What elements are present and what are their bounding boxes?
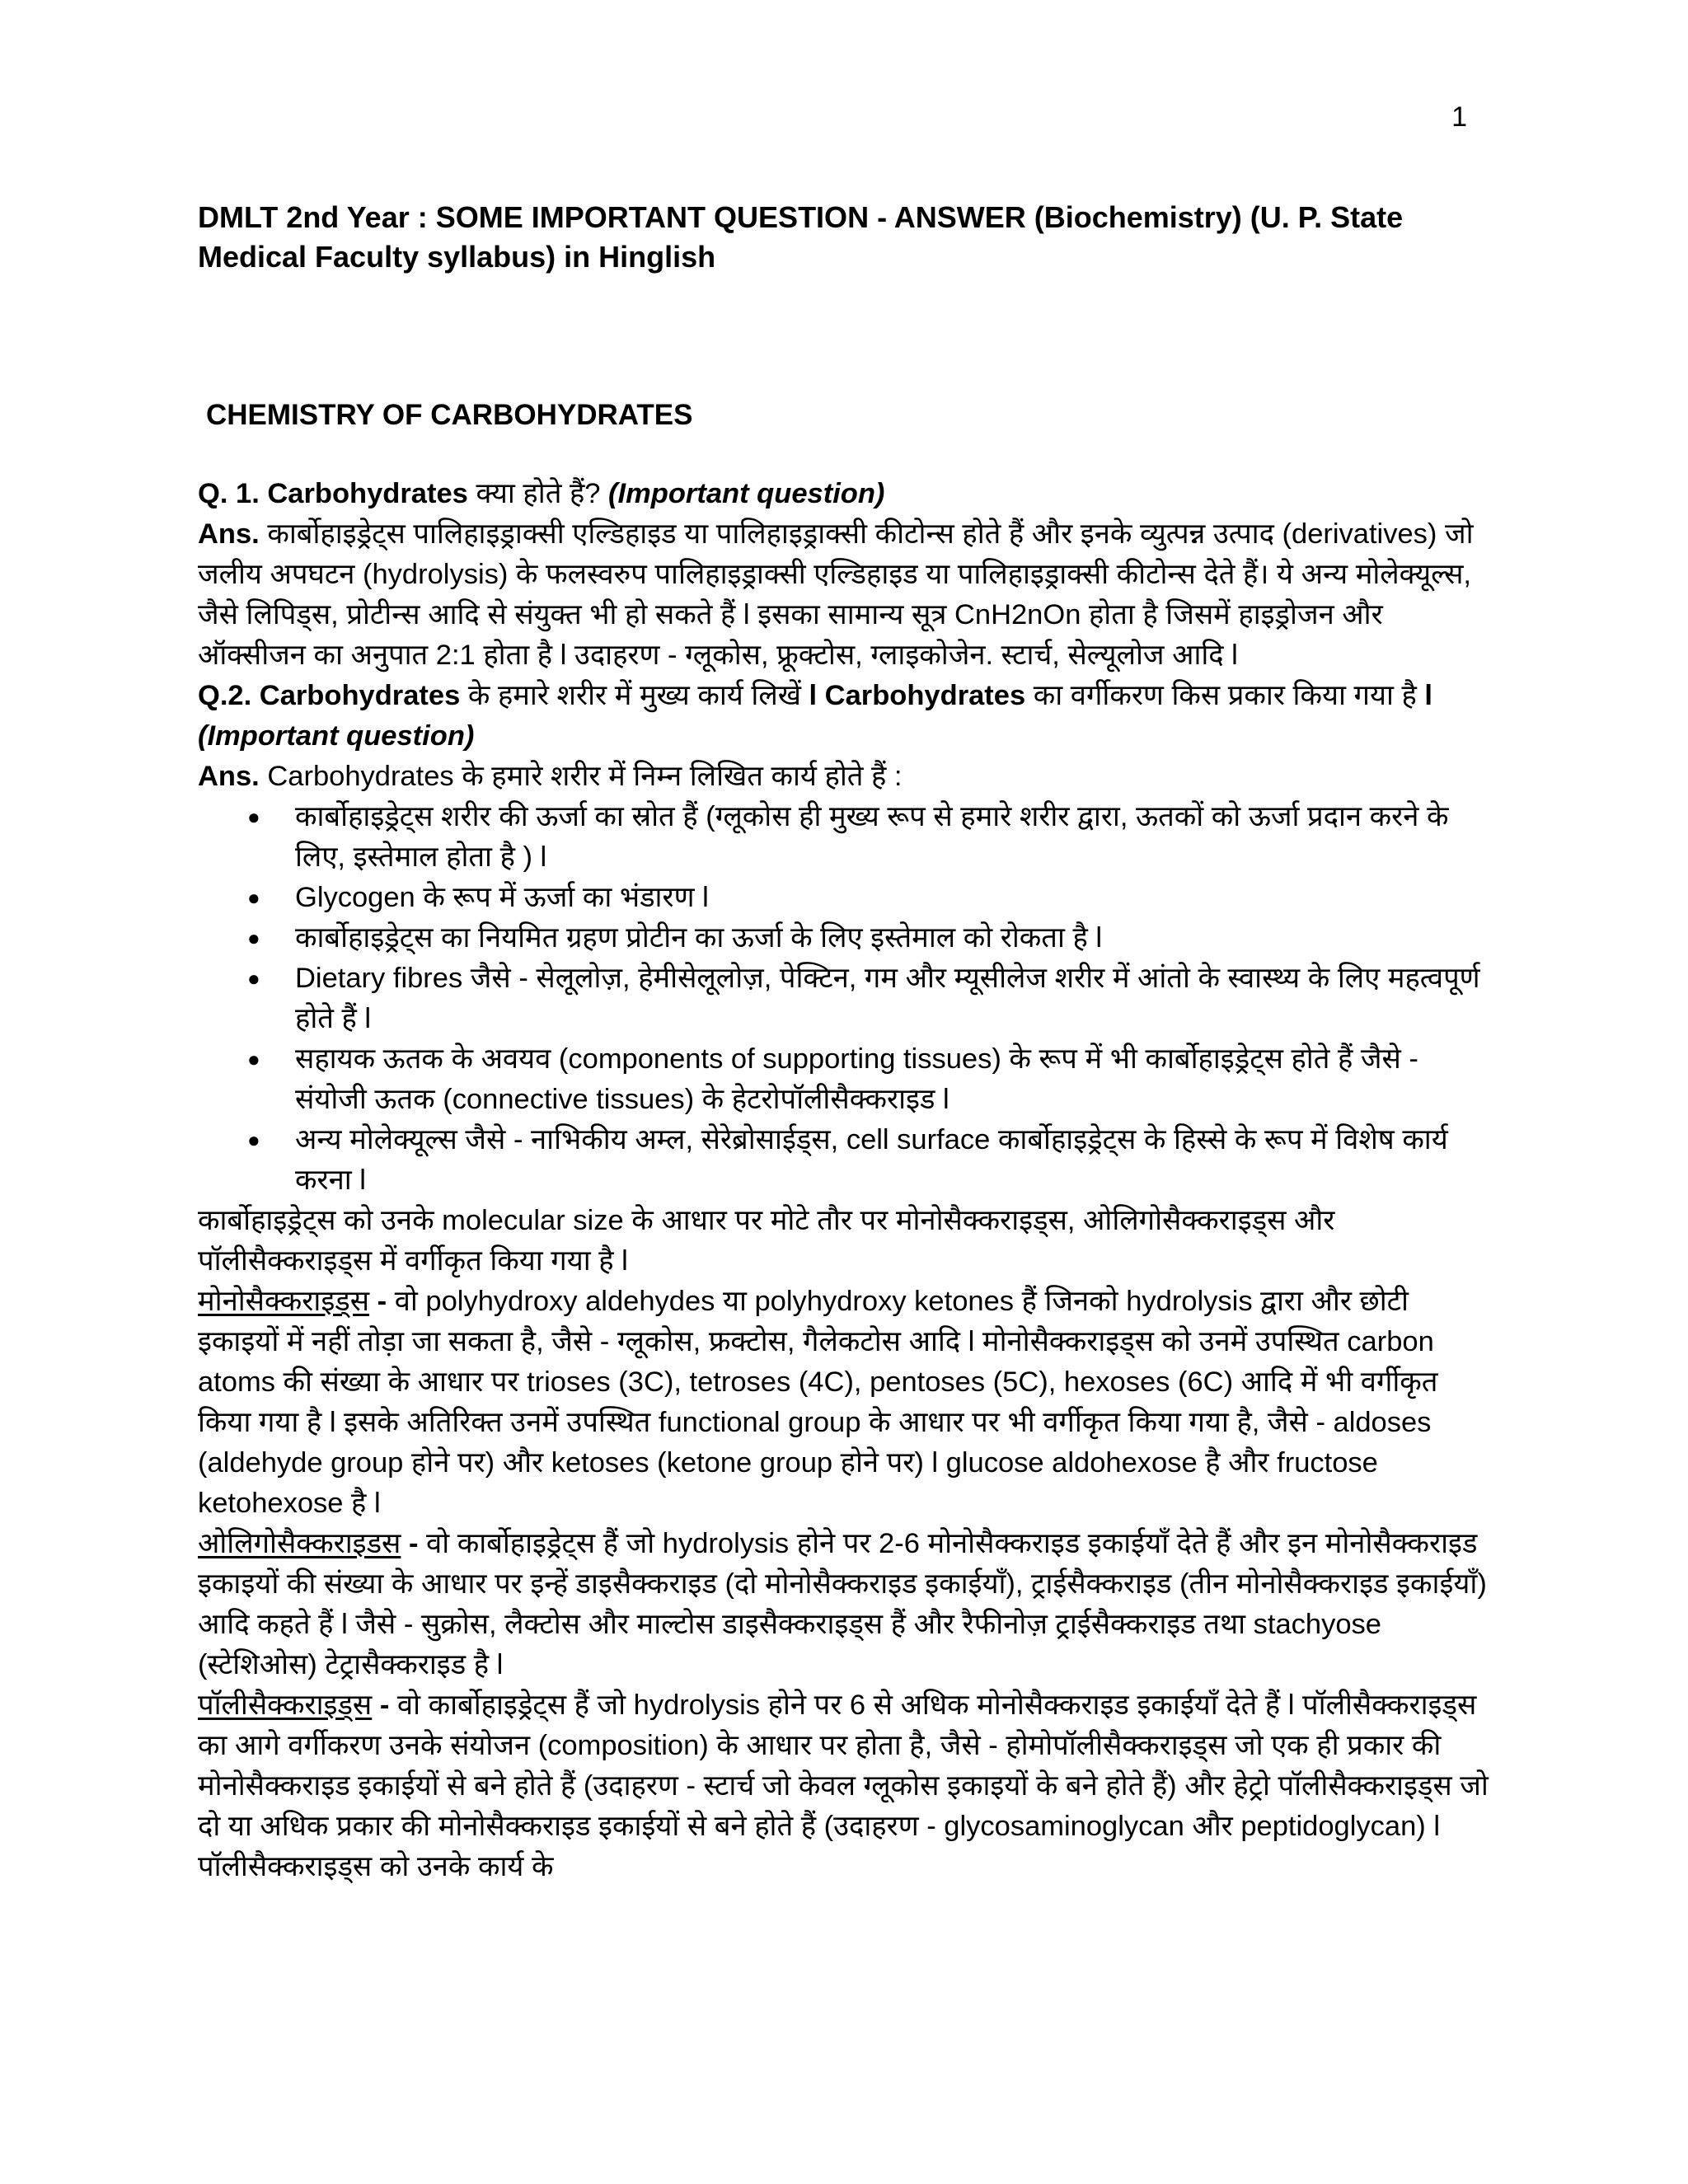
answer-2-intro-text: Carbohydrates के हमारे शरीर में निम्न लिखित कार्य होते हैं : — [259, 761, 903, 792]
list-item — [247, 958, 1496, 1039]
list-item-text: Dietary fibres जैसे - सेलूलोज़, हेमीसेलूलोज़, पेक्टिन, गम और म्यूसीलेज शरीर में आंतो के स्वास्थ्य के लिए महत्वपूर्ण होते हैं l — [295, 963, 1480, 1034]
question-2-label-3: l — [1424, 680, 1432, 711]
functions-list — [198, 797, 1496, 1201]
answer-1 — [198, 514, 1496, 676]
classification-paragraph: कार्बोहाइड्रेट्स को उनके molecular size के आधार पर मोटे तौर पर मोनोसैक्कराइड्स, ओलिगोसैक्कराइड्स और पॉलीसैक्कराइड्स में वर्गीकृत किया गया है l — [198, 1205, 1335, 1277]
list-item — [247, 1120, 1496, 1201]
monosaccharides-term: मोनोसैक्कराइड्स — [198, 1286, 370, 1317]
bullet-icon: ● — [247, 926, 260, 950]
bullet-icon: ● — [247, 966, 260, 991]
list-item — [247, 918, 1496, 958]
question-2 — [198, 676, 1496, 757]
question-1-label: Q. 1. Carbohydrates — [198, 478, 468, 509]
list-item — [247, 797, 1496, 878]
list-item-text: कार्बोहाइड्रेट्स शरीर की ऊर्जा का स्रोत हैं (ग्लूकोस ही मुख्य रूप से हमारे शरीर द्वारा, ऊतकों को ऊर्जा प्रदान करने के लिए, इस्तेमाल होता है ) l — [295, 801, 1449, 873]
list-item-text: Glycogen के रूप में ऊर्जा का भंडारण l — [295, 882, 709, 913]
document-body — [198, 474, 1496, 1887]
term-separator: - — [401, 1528, 419, 1559]
section-heading: CHEMISTRY OF CARBOHYDRATES — [206, 399, 693, 431]
list-item — [247, 1039, 1496, 1120]
question-2-label: Q.2. Carbohydrates — [198, 680, 461, 711]
oligosaccharides-text: वो कार्बोहाइड्रेट्स हैं जो hydrolysis होने पर 2-6 मोनोसैक्कराइड इकाईयाँ देते हैं और इन मोनोसैक्कराइड इकाइयों की संख्या के आधार पर इन्हें डाइसैक्कराइड (दो मोनोसैक्कराइड इकाईयाँ), ट्राईसैक्कराइड (तीन मोनोसैक्कराइड इकाईयाँ) आदि कहते हैं l जैसे - सुक्रोस, लैक्टोस और माल्टोस डाइसैक्कराइड्स हैं और रैफीनोज़ ट्राईसैक्कराइड तथा stachyose (स्टेशिओस) टेट्रासैक्कराइड है l — [198, 1528, 1487, 1680]
list-item-text: अन्य मोलेक्यूल्स जैसे - नाभिकीय अम्ल, सेरेब्रोसाईड्स, cell surface कार्बोहाइड्रेट्स के हिस्से के रूप में विशेष कार्य करना l — [295, 1124, 1448, 1196]
term-separator: - — [369, 1286, 387, 1317]
oligosaccharides-paragraph — [198, 1524, 1496, 1685]
question-1-tag: (Important question) — [608, 478, 885, 509]
question-2-text-2: का वर्गीकरण किस प्रकार किया गया है — [1025, 680, 1425, 711]
monosaccharides-text: वो polyhydroxy aldehydes या polyhydroxy ketones हैं जिनको hydrolysis द्वारा और छोटी इकाइयों में नहीं तोड़ा जा सकता है, जैसे - ग्लूकोस, फ्रक्टोस, गैलेकटोस आदि l मोनोसैक्कराइड्स को उनमें उपस्थित carbon atoms की संख्या के आधार पर trioses (3C), tetroses (4C), pentoses (5C), hexoses (6C) आदि में भी वर्गीकृत किया गया है l इसके अतिरिक्त उनमें उपस्थित functional group के आधार पर भी वर्गीकृत किया गया है, जैसे - aldoses (aldehyde group होने पर) और ketoses (ketone group होने पर) l glucose aldohexose है और fructose ketohexose है l — [198, 1286, 1438, 1519]
document-title: DMLT 2nd Year : SOME IMPORTANT QUESTION - ANSWER (Biochemistry) (U. P. State Medical Faculty syllabus) in Hinglish — [198, 200, 1404, 274]
bullet-icon: ● — [247, 885, 260, 910]
polysaccharides-term: पॉलीसैक्कराइड्स — [198, 1690, 373, 1721]
bullet-icon: ● — [247, 1127, 260, 1152]
question-2-tag: (Important question) — [198, 720, 475, 752]
list-item-text: सहायक ऊतक के अवयव (components of supporting tissues) के रूप में भी कार्बोहाइड्रेट्स होते हैं जैसे - संयोजी ऊतक (connective tissues) के हेटरोपॉलीसैक्कराइड l — [295, 1043, 1418, 1115]
list-item — [247, 878, 1496, 918]
list-item-text: कार्बोहाइड्रेट्स का नियमित ग्रहण प्रोटीन का ऊर्जा के लिए इस्तेमाल को रोकता है l — [295, 922, 1103, 954]
term-separator: - — [372, 1690, 390, 1721]
bullet-icon: ● — [247, 804, 260, 829]
monosaccharides-paragraph — [198, 1282, 1496, 1524]
polysaccharides-text: वो कार्बोहाइड्रेट्स हैं जो hydrolysis होने पर 6 से अधिक मोनोसैक्कराइड इकाईयाँ देते हैं l पॉलीसैक्कराइड्स का आगे वर्गीकरण उनके संयोजन (composition) के आधार पर होता है, जैसे - होमोपॉलीसैक्कराइड्स जो एक ही प्रकार की मोनोसैक्कराइड इकाईयों से बने होते हैं (उदाहरण - स्टार्च जो केवल ग्लूकोस इकाइयों के बने होते हैं) और हेट्रो पॉलीसैक्कराइड्स जो दो या अधिक प्रकार की मोनोसैक्कराइड इकाईयों से बने होते हैं (उदाहरण - glycosaminoglycan और peptidoglycan) l पॉलीसैक्कराइड्स को उनके कार्य के — [198, 1690, 1489, 1882]
answer-2-label: Ans. — [198, 761, 260, 792]
page-number: 1 — [1451, 101, 1467, 133]
answer-1-label: Ans. — [198, 518, 260, 550]
question-2-label-2: l Carbohydrates — [809, 680, 1026, 711]
polysaccharides-paragraph — [198, 1685, 1496, 1887]
oligosaccharides-term: ओलिगोसैक्कराइडस — [198, 1528, 401, 1559]
question-1-text: क्या होते हैं? — [467, 478, 609, 509]
question-1 — [198, 474, 1496, 514]
answer-2-intro — [198, 757, 1496, 797]
question-2-text-1: के हमारे शरीर में मुख्य कार्य लिखें — [460, 680, 809, 711]
bullet-icon: ● — [247, 1047, 260, 1071]
answer-1-text: कार्बोहाइड्रेट्स पालिहाइड्राक्सी एल्डिहाइड या पालिहाइड्राक्सी कीटोन्स होते हैं और इनके व्युत्पन्न उत्पाद (derivatives) जो जलीय अपघटन (hydrolysis) के फलस्वरुप पालिहाइड्राक्सी एल्डिहाइड या पालिहाइड्राक्सी कीटोन्स देते हैं। ये अन्य मोलेक्यूल्स, जैसे लिपिड्स, प्रोटीन्स आदि से संयुक्त भी हो सकते हैं l इसका सामान्य सूत्र CnH2nOn होता है जिसमें हाइड्रोजन और ऑक्सीजन का अनुपात 2:1 होता है l उदाहरण - ग्लूकोस, फ्रूक्टोस, ग्लाइकोजेन. स्टार्च, सेल्यूलोज आदि l — [198, 518, 1474, 671]
